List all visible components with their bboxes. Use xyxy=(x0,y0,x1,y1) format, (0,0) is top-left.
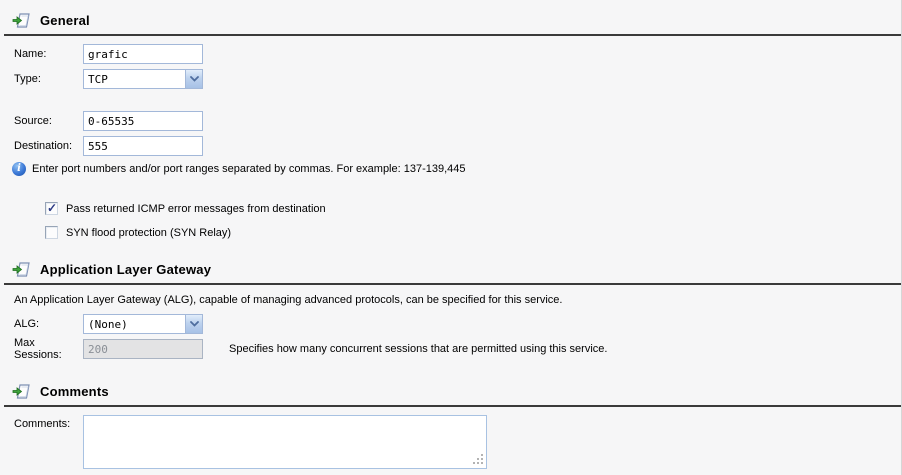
general-section-header xyxy=(0,0,901,34)
chevron-down-icon[interactable] xyxy=(185,315,202,333)
destination-label: Destination: xyxy=(14,140,73,152)
alg-select-value: (None) xyxy=(88,317,128,331)
document-import-icon xyxy=(12,12,31,29)
alg-description: An Application Layer Gateway (ALG), capable of managing advanced protocols, can be specified for this service. xyxy=(14,294,563,306)
syn-checkbox-row xyxy=(45,226,901,239)
section-divider xyxy=(4,34,901,36)
comments-section-header xyxy=(0,359,901,405)
alg-label: ALG: xyxy=(14,318,40,330)
destination-row xyxy=(14,136,901,156)
icmp-checkbox-row xyxy=(45,202,901,215)
info-circle-icon: i xyxy=(12,162,26,176)
max-sessions-row xyxy=(14,339,901,359)
chevron-down-icon[interactable] xyxy=(185,70,202,88)
section-title-general: General xyxy=(40,13,90,28)
syn-checkbox[interactable] xyxy=(45,226,58,239)
comments-row xyxy=(14,415,901,469)
section-title-comments: Comments xyxy=(40,384,109,399)
alg-section-header xyxy=(0,239,901,283)
comments-textarea[interactable] xyxy=(83,415,487,469)
document-import-icon xyxy=(12,261,31,278)
name-row xyxy=(14,44,901,64)
comments-label: Comments: xyxy=(14,418,71,430)
source-label: Source: xyxy=(14,115,52,127)
max-sessions-input xyxy=(83,339,203,359)
name-label: Name: xyxy=(14,48,47,60)
icmp-checkbox-label: Pass returned ICMP error messages from destination xyxy=(66,202,326,215)
port-info-note xyxy=(12,162,901,176)
section-title-alg: Application Layer Gateway xyxy=(40,262,212,277)
name-input[interactable] xyxy=(83,44,203,64)
document-import-icon xyxy=(12,383,31,400)
max-sessions-label: Max Sessions: xyxy=(14,337,62,361)
section-divider xyxy=(4,405,901,407)
syn-checkbox-label: SYN flood protection (SYN Relay) xyxy=(66,226,232,239)
source-row xyxy=(14,111,901,131)
type-row xyxy=(14,69,901,89)
type-select[interactable] xyxy=(83,69,203,89)
type-select-value: TCP xyxy=(88,72,108,86)
port-info-text: Enter port numbers and/or port ranges separated by commas. For example: 137-139,445 xyxy=(32,163,466,175)
destination-input[interactable] xyxy=(83,136,203,156)
alg-row xyxy=(14,314,901,334)
icmp-checkbox[interactable] xyxy=(45,202,58,215)
comments-textarea-wrap xyxy=(83,415,487,469)
type-label: Type: xyxy=(14,73,41,85)
section-divider xyxy=(4,283,901,285)
source-input[interactable] xyxy=(83,111,203,131)
alg-select[interactable] xyxy=(83,314,203,334)
max-sessions-help: Specifies how many concurrent sessions that are permitted using this service. xyxy=(229,343,608,355)
